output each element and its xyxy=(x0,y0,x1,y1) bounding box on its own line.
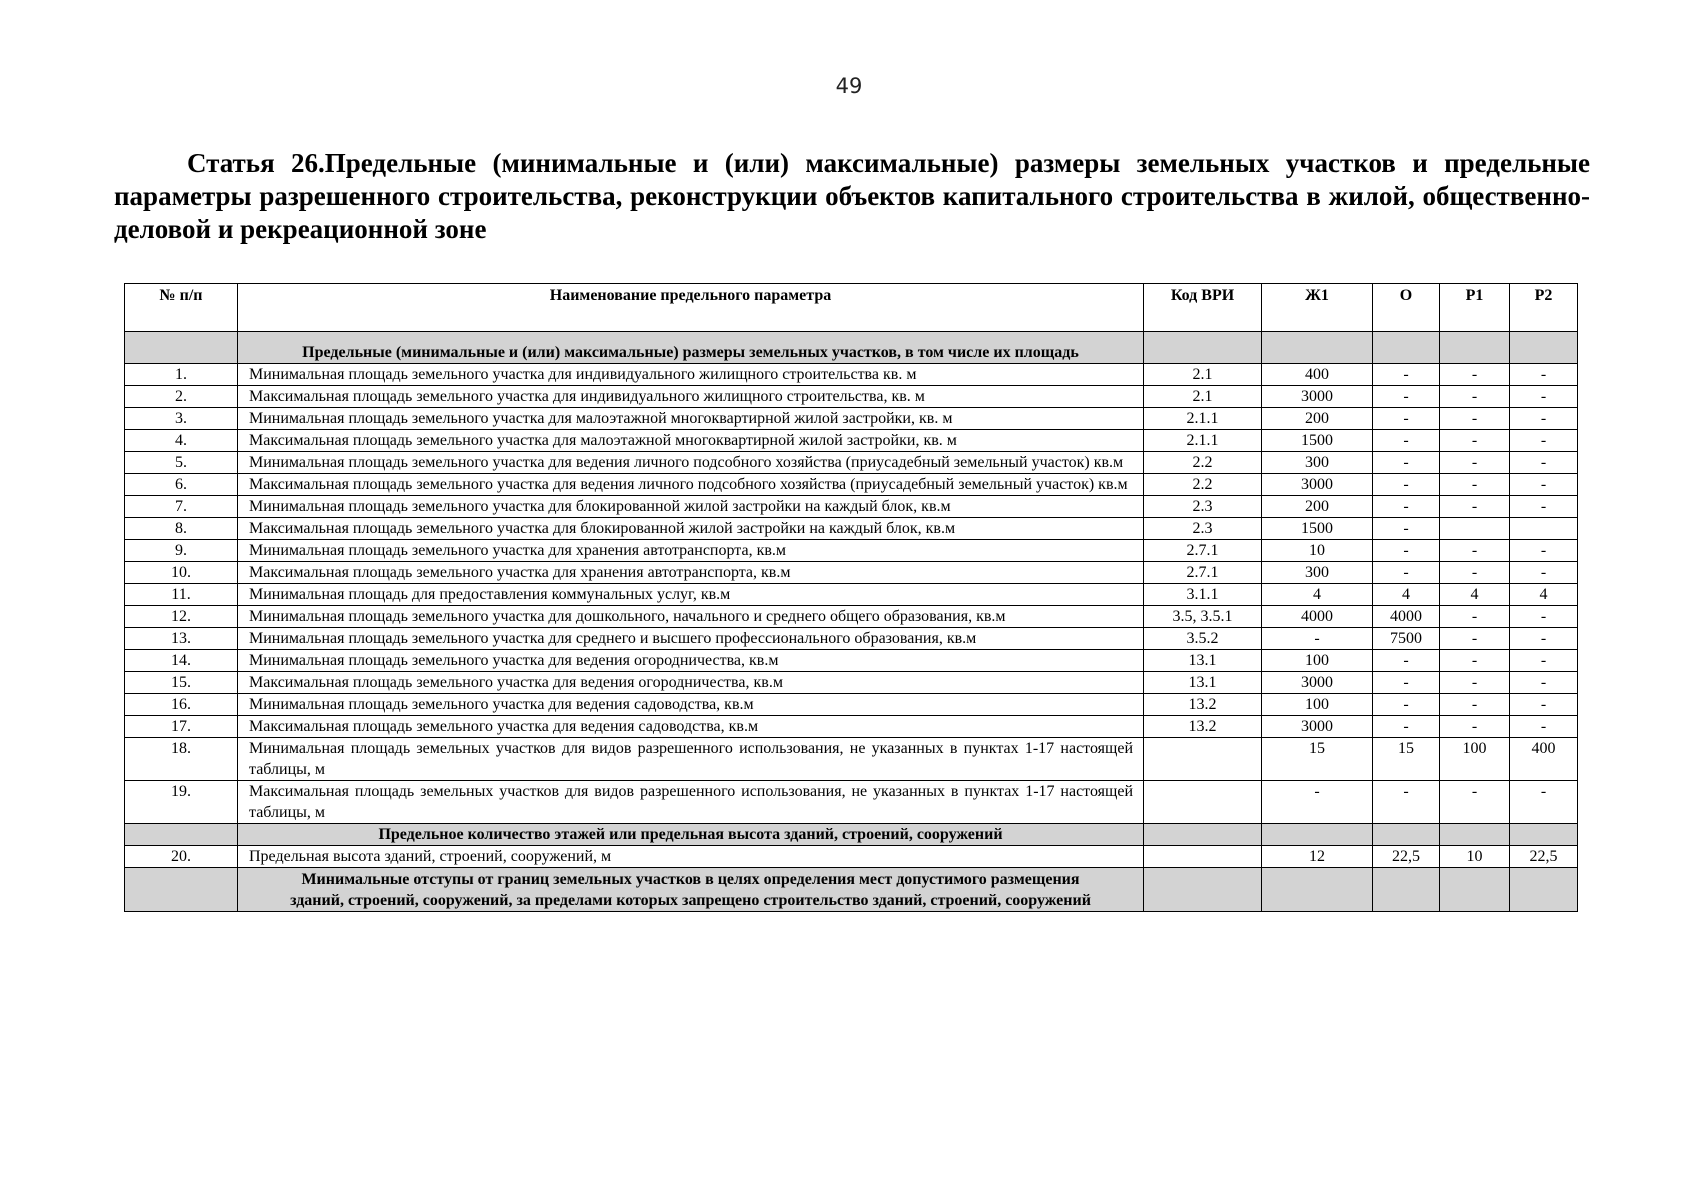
row-o: 4000 xyxy=(1373,606,1440,628)
header-zh1: Ж1 xyxy=(1262,284,1373,332)
table-row xyxy=(125,628,1578,650)
row-code xyxy=(1144,738,1262,781)
row-o: - xyxy=(1373,672,1440,694)
row-r2: - xyxy=(1510,694,1578,716)
header-name: Наименование предельного параметра xyxy=(238,284,1144,332)
row-number: 16. xyxy=(125,694,238,716)
row-r2: - xyxy=(1510,716,1578,738)
row-number: 3. xyxy=(125,408,238,430)
row-o: 7500 xyxy=(1373,628,1440,650)
section-row xyxy=(125,332,1578,364)
row-o: 15 xyxy=(1373,738,1440,781)
row-name: Максимальная площадь земельного участка для блокированной жилой застройки на каждый блок, кв.м xyxy=(238,518,1144,540)
row-r2: - xyxy=(1510,781,1578,824)
table-row xyxy=(125,738,1578,781)
row-zh1: 3000 xyxy=(1262,716,1373,738)
row-zh1: 400 xyxy=(1262,364,1373,386)
row-o: - xyxy=(1373,430,1440,452)
section-row xyxy=(125,824,1578,846)
table-row xyxy=(125,496,1578,518)
row-code: 2.2 xyxy=(1144,452,1262,474)
row-r2: - xyxy=(1510,386,1578,408)
row-zh1: 10 xyxy=(1262,540,1373,562)
row-r2: - xyxy=(1510,650,1578,672)
row-r2: 22,5 xyxy=(1510,846,1578,868)
table-row xyxy=(125,650,1578,672)
row-r2: - xyxy=(1510,474,1578,496)
row-r1: - xyxy=(1440,430,1510,452)
table-row xyxy=(125,716,1578,738)
row-zh1: 300 xyxy=(1262,562,1373,584)
page-number: 49 xyxy=(835,74,863,98)
row-o: 22,5 xyxy=(1373,846,1440,868)
row-r2: - xyxy=(1510,606,1578,628)
row-name: Минимальная площадь земельного участка для хранения автотранспорта, кв.м xyxy=(238,540,1144,562)
row-name: Минимальная площадь для предоставления коммунальных услуг, кв.м xyxy=(238,584,1144,606)
row-o: - xyxy=(1373,694,1440,716)
row-zh1: 3000 xyxy=(1262,474,1373,496)
row-number: 5. xyxy=(125,452,238,474)
row-r1: - xyxy=(1440,694,1510,716)
row-zh1: 4000 xyxy=(1262,606,1373,628)
row-zh1: 15 xyxy=(1262,738,1373,781)
row-name: Минимальная площадь земельного участка для ведения садоводства, кв.м xyxy=(238,694,1144,716)
row-name: Минимальная площадь земельного участка для индивидуального жилищного строительства кв. м xyxy=(238,364,1144,386)
row-number: 13. xyxy=(125,628,238,650)
row-r2: - xyxy=(1510,408,1578,430)
row-number: 9. xyxy=(125,540,238,562)
row-code: 13.1 xyxy=(1144,650,1262,672)
row-number: 14. xyxy=(125,650,238,672)
table-row xyxy=(125,430,1578,452)
row-number: 18. xyxy=(125,738,238,781)
row-r1: 4 xyxy=(1440,584,1510,606)
table-row xyxy=(125,694,1578,716)
row-code: 13.1 xyxy=(1144,672,1262,694)
row-r1: - xyxy=(1440,781,1510,824)
row-o: - xyxy=(1373,474,1440,496)
row-r1: - xyxy=(1440,364,1510,386)
table-row xyxy=(125,408,1578,430)
row-code: 3.1.1 xyxy=(1144,584,1262,606)
row-name: Предельная высота зданий, строений, сооружений, м xyxy=(238,846,1144,868)
row-name: Максимальная площадь земельных участков для видов разрешенного использования, не указанных в пунктах 1-17 настоящей таблицы, м xyxy=(238,781,1144,824)
row-r1: 100 xyxy=(1440,738,1510,781)
row-number: 20. xyxy=(125,846,238,868)
row-r1: - xyxy=(1440,628,1510,650)
row-r1: - xyxy=(1440,716,1510,738)
row-r1: - xyxy=(1440,452,1510,474)
row-o: 4 xyxy=(1373,584,1440,606)
row-o: - xyxy=(1373,496,1440,518)
row-name: Минимальная площадь земельных участков для видов разрешенного использования, не указанных в пунктах 1-17 настоящей таблицы, м xyxy=(238,738,1144,781)
header-r1: Р1 xyxy=(1440,284,1510,332)
table-header-row xyxy=(125,284,1578,332)
row-r1: 10 xyxy=(1440,846,1510,868)
row-zh1: - xyxy=(1262,781,1373,824)
row-code: 3.5, 3.5.1 xyxy=(1144,606,1262,628)
row-r2: - xyxy=(1510,672,1578,694)
table-row xyxy=(125,518,1578,540)
row-zh1: 3000 xyxy=(1262,386,1373,408)
row-r1: - xyxy=(1440,672,1510,694)
row-r2: - xyxy=(1510,562,1578,584)
row-r2: 400 xyxy=(1510,738,1578,781)
row-r1 xyxy=(1440,518,1510,540)
header-o: О xyxy=(1373,284,1440,332)
row-number: 10. xyxy=(125,562,238,584)
row-r1: - xyxy=(1440,650,1510,672)
article-title: Статья 26.Предельные (минимальные и (или) максимальные) размеры земельных участков и предельные параметры разрешенного строительства, реконструкции объектов капитального строительства в жилой, общественно-деловой и рекреационной зоне xyxy=(114,148,1590,244)
row-zh1: 200 xyxy=(1262,496,1373,518)
row-number: 12. xyxy=(125,606,238,628)
row-code: 2.7.1 xyxy=(1144,562,1262,584)
row-code: 3.5.2 xyxy=(1144,628,1262,650)
header-r2: Р2 xyxy=(1510,284,1578,332)
row-o: - xyxy=(1373,364,1440,386)
row-name: Максимальная площадь земельного участка для малоэтажной многоквартирной жилой застройки, кв. м xyxy=(238,430,1144,452)
table-row xyxy=(125,846,1578,868)
table-row xyxy=(125,386,1578,408)
row-number: 17. xyxy=(125,716,238,738)
row-zh1: 300 xyxy=(1262,452,1373,474)
row-r2: - xyxy=(1510,540,1578,562)
row-name: Максимальная площадь земельного участка для хранения автотранспорта, кв.м xyxy=(238,562,1144,584)
row-o: - xyxy=(1373,452,1440,474)
row-name: Минимальная площадь земельного участка для дошкольного, начального и среднего общего образования, кв.м xyxy=(238,606,1144,628)
table-row xyxy=(125,540,1578,562)
row-number: 6. xyxy=(125,474,238,496)
table-row xyxy=(125,452,1578,474)
row-o: - xyxy=(1373,650,1440,672)
parameters-table xyxy=(124,283,1578,912)
row-zh1: 100 xyxy=(1262,694,1373,716)
row-r1: - xyxy=(1440,408,1510,430)
header-num: № п/п xyxy=(125,284,238,332)
row-code: 2.2 xyxy=(1144,474,1262,496)
row-number: 19. xyxy=(125,781,238,824)
row-code: 2.1 xyxy=(1144,364,1262,386)
row-o: - xyxy=(1373,386,1440,408)
row-name: Максимальная площадь земельного участка для ведения садоводства, кв.м xyxy=(238,716,1144,738)
row-number: 11. xyxy=(125,584,238,606)
row-zh1: 100 xyxy=(1262,650,1373,672)
row-name: Минимальная площадь земельного участка для малоэтажной многоквартирной жилой застройки, кв. м xyxy=(238,408,1144,430)
row-number: 2. xyxy=(125,386,238,408)
table-row xyxy=(125,584,1578,606)
section-title: Предельные (минимальные и (или) максимальные) размеры земельных участков, в том числе их площадь xyxy=(238,332,1144,364)
row-r2: 4 xyxy=(1510,584,1578,606)
row-code: 2.3 xyxy=(1144,496,1262,518)
section-title: Предельное количество этажей или предельная высота зданий, строений, сооружений xyxy=(238,824,1144,846)
row-zh1: 1500 xyxy=(1262,430,1373,452)
row-number: 8. xyxy=(125,518,238,540)
row-o: - xyxy=(1373,518,1440,540)
row-r1: - xyxy=(1440,386,1510,408)
row-number: 1. xyxy=(125,364,238,386)
row-zh1: 12 xyxy=(1262,846,1373,868)
row-r1: - xyxy=(1440,496,1510,518)
table-row xyxy=(125,562,1578,584)
row-name: Минимальная площадь земельного участка для блокированной жилой застройки на каждый блок, кв.м xyxy=(238,496,1144,518)
row-number: 15. xyxy=(125,672,238,694)
table-row xyxy=(125,781,1578,824)
row-name: Максимальная площадь земельного участка для ведения огородничества, кв.м xyxy=(238,672,1144,694)
row-number: 7. xyxy=(125,496,238,518)
row-name: Минимальная площадь земельного участка для среднего и высшего профессионального образования, кв.м xyxy=(238,628,1144,650)
row-code xyxy=(1144,846,1262,868)
row-r2: - xyxy=(1510,452,1578,474)
table-row xyxy=(125,672,1578,694)
row-code: 2.1.1 xyxy=(1144,430,1262,452)
row-r2: - xyxy=(1510,430,1578,452)
section-row xyxy=(125,868,1578,912)
row-o: - xyxy=(1373,781,1440,824)
row-code: 2.1.1 xyxy=(1144,408,1262,430)
row-zh1: 200 xyxy=(1262,408,1373,430)
row-number: 4. xyxy=(125,430,238,452)
row-zh1: 3000 xyxy=(1262,672,1373,694)
row-r1: - xyxy=(1440,474,1510,496)
section-title: Минимальные отступы от границ земельных участков в целях определения мест допустимого размещения зданий, строений, сооружений, за пределами которых запрещено строительство зданий, строений, сооружений xyxy=(238,868,1144,912)
row-name: Максимальная площадь земельного участка для ведения личного подсобного хозяйства (приусадебный земельный участок) кв.м xyxy=(238,474,1144,496)
row-code: 13.2 xyxy=(1144,694,1262,716)
table-row xyxy=(125,606,1578,628)
row-code: 13.2 xyxy=(1144,716,1262,738)
row-zh1: 4 xyxy=(1262,584,1373,606)
row-r2: - xyxy=(1510,364,1578,386)
row-code: 2.1 xyxy=(1144,386,1262,408)
row-name: Максимальная площадь земельного участка для индивидуального жилищного строительства, кв. м xyxy=(238,386,1144,408)
row-code: 2.7.1 xyxy=(1144,540,1262,562)
row-o: - xyxy=(1373,716,1440,738)
row-r2: - xyxy=(1510,628,1578,650)
row-code: 2.3 xyxy=(1144,518,1262,540)
row-r1: - xyxy=(1440,606,1510,628)
header-code: Код ВРИ xyxy=(1144,284,1262,332)
table-row xyxy=(125,474,1578,496)
row-o: - xyxy=(1373,408,1440,430)
row-name: Минимальная площадь земельного участка для ведения огородничества, кв.м xyxy=(238,650,1144,672)
row-r1: - xyxy=(1440,540,1510,562)
row-r1: - xyxy=(1440,562,1510,584)
row-name: Минимальная площадь земельного участка для ведения личного подсобного хозяйства (приусадебный земельный участок) кв.м xyxy=(238,452,1144,474)
row-o: - xyxy=(1373,562,1440,584)
row-code xyxy=(1144,781,1262,824)
row-zh1: - xyxy=(1262,628,1373,650)
table-row xyxy=(125,364,1578,386)
row-zh1: 1500 xyxy=(1262,518,1373,540)
row-r2 xyxy=(1510,518,1578,540)
row-r2: - xyxy=(1510,496,1578,518)
row-o: - xyxy=(1373,540,1440,562)
